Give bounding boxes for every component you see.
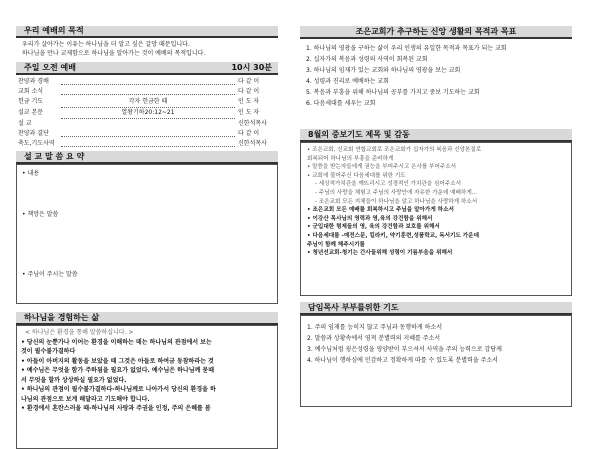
prayer-box bbox=[300, 142, 572, 296]
order-item: 교회 소식 bbox=[18, 88, 44, 95]
prayer-line: 주님이 함께 해주시기를 bbox=[307, 241, 365, 248]
prayer-line: • 다음세대를 -예전스문, 킬라키, 약기훈련,성품학교, 독서기도 가운데 bbox=[307, 232, 479, 239]
goal-item: 1. 하나님의 영광을 구하는 삶이 우리 인생의 유일한 목적과 목표가 되는 교회 bbox=[306, 45, 507, 52]
purpose-line: 하나님을 만나 교제함으로 하나님을 알아가는 것이 예배의 목적입니다. bbox=[22, 50, 206, 57]
worship-order bbox=[16, 75, 278, 149]
pastor-prayer-item: 2. 말씀과 상황속에서 영적 분별력의 지혜를 주소서 bbox=[307, 335, 441, 342]
sermon-title: 설 교 말 씀 요 약 bbox=[16, 151, 278, 164]
scripture-reference: 열왕기하20:12~21 bbox=[61, 108, 235, 119]
sermon-notes-box bbox=[16, 164, 278, 304]
order-leader: 다 같 이 bbox=[238, 130, 260, 137]
experience-title: 하나님을 경험하는 삶 bbox=[16, 312, 278, 325]
goal-item: 2. 십자가의 복음과 성령의 사역이 회복된 교회 bbox=[306, 56, 428, 63]
order-item: 설교 본문 bbox=[18, 109, 44, 116]
purpose-line: 우리가 살아가는 이유는 하나님을 더 알고 싶은 갈망 때문입니다. bbox=[22, 41, 190, 48]
order-row bbox=[16, 77, 278, 87]
experience-box bbox=[16, 325, 278, 449]
order-leader: 인 도 자 bbox=[238, 109, 260, 116]
worship-time: 10시 30분 bbox=[231, 63, 272, 72]
experience-line: • 하나님의 관점이 필수불가결하다-하나님께로 나아가서 당신의 환경을 하 bbox=[21, 386, 216, 393]
sermon-item: • 주님이 주시는 말씀 bbox=[22, 271, 78, 278]
sermon-section bbox=[16, 151, 278, 304]
prayer-line: • 조은교회, 신교회 연합교회로 조은교회가 십자가의 복음과 신앙본질로 bbox=[307, 147, 482, 153]
pastor-title: 담임목사 부부를위한 기도 bbox=[300, 302, 572, 315]
prayer-title: 8월의 중보기도 제목 및 감동 bbox=[300, 129, 572, 142]
prayer-line: - 세상적가치관을 깨뜨리시고 성경적인 가치관을 심어주소서 bbox=[315, 181, 461, 188]
worship-header bbox=[16, 62, 278, 75]
prayer-line: • 조은교회 모든 예배를 회복하시고 주님을 알아가게 하소서 bbox=[307, 207, 454, 214]
experience-line: 것이 필수불가결하다 bbox=[21, 348, 76, 355]
sermon-item: • 책망은 말씀 bbox=[22, 211, 59, 218]
order-row bbox=[16, 97, 278, 108]
pastor-prayer-box bbox=[300, 315, 572, 407]
order-item: 찬양과 경배 bbox=[18, 78, 49, 85]
goal-item: 4. 성령과 진리로 예배하는 교회 bbox=[306, 78, 389, 85]
prayer-line: • 군입대한 형제들의 영, 육의 강건함과 보호를 위해서 bbox=[307, 224, 440, 231]
order-leader: 다 같 이 bbox=[238, 88, 260, 95]
order-row bbox=[16, 139, 278, 149]
worship-title: 주일 오전 예배 bbox=[24, 63, 76, 72]
sermon-item: • 내용 bbox=[22, 170, 40, 177]
prayer-line: - 조은교회 모든 지체들이 하나님을 알고 하나님을 사랑하게 하소서 bbox=[315, 198, 478, 205]
goal-item: 3. 하나님의 임재가 있는 교회와 하나님의 영광을 보는 교회 bbox=[306, 67, 461, 74]
prayer-section bbox=[300, 129, 572, 296]
order-item: 설 교 bbox=[18, 120, 32, 127]
order-item: 축도,기도사역 bbox=[18, 140, 55, 147]
purpose-title: 우리 예배의 목적 bbox=[16, 26, 278, 38]
order-row bbox=[16, 119, 278, 129]
purpose-section bbox=[16, 26, 278, 58]
pastor-prayer-item: 4. 하나님이 행하심에 민감하고 정확하게 따를 수 있도록 분별력을 주소서 bbox=[307, 357, 498, 364]
experience-line: • 아들이 아버지의 활동을 보았을 때 그것은 아들로 하여금 동참하라는 것 bbox=[21, 357, 214, 365]
goal-item: 5. 복음과 부흥을 위해 하나님의 공부를 가지고 중보 기도하는 교회 bbox=[306, 89, 480, 96]
order-leader: 신한석목사 bbox=[238, 140, 267, 147]
pastor-prayer-item: 1. 주의 임재를 능히지 않고 주님과 동행하게 하소서 bbox=[307, 324, 442, 331]
order-leader: 다 같 이 bbox=[238, 78, 260, 85]
pastor-section bbox=[300, 302, 572, 407]
prayer-line: • 교회에 불어주신 다음세대를 위한 기도 bbox=[307, 172, 406, 179]
experience-line: 서 무엇을 할까 상상하실 필요가 없었다. bbox=[21, 376, 127, 384]
experience-line: • 예수님은 무엇을 함가 주하됨을 필요가 없었다. 예수님은 하나님께 묻때 bbox=[21, 367, 214, 374]
pastor-prayer-item: 3. 예수님처럼 굉은성령을 영양받이 부으셔서 사역을 주의 능력으로 감당케 bbox=[307, 346, 502, 353]
experience-line: • 당신의 눈뿐가나 이어는 환경을 이해하는 데는 하나님의 관점에서 보는 bbox=[21, 338, 212, 346]
prayer-line: - 주님의 사랑을 체험고 주님의 사랑안에 자유한 가운데 예배하게... bbox=[315, 189, 478, 196]
experience-section bbox=[16, 312, 278, 449]
left-column bbox=[16, 26, 278, 449]
order-leader: 인 도 자 bbox=[238, 98, 260, 105]
goal-item: 6. 다음세대를 세우는 교회 bbox=[306, 100, 376, 107]
prayer-line: • 이강산 목사님의 영력과 영,육의 강건함을 위해서 bbox=[307, 215, 433, 222]
order-item: 헌금 기도 bbox=[18, 98, 44, 105]
experience-subtitle: < 하나님은 환경을 통해 말씀하십니다. > bbox=[25, 329, 134, 336]
right-column bbox=[300, 26, 572, 407]
order-note: 각자 헌금한 때 bbox=[61, 97, 235, 108]
order-row bbox=[16, 87, 278, 97]
goals-title: 조은교회가 추구하는 신앙 생활의 목적과 목표 bbox=[300, 26, 572, 39]
goals-list bbox=[300, 39, 572, 113]
prayer-line: 회복되어 하나님의 부흥을 준비하게 bbox=[307, 155, 394, 162]
experience-line: • 환경에서 혼란스러울 때-하나님의 사랑과 주권을 인정, 주의 은혜를 봄 bbox=[21, 405, 211, 412]
order-item: 찬양과 결단 bbox=[18, 130, 49, 137]
worship-section bbox=[16, 62, 278, 149]
prayer-line: • 말씀을 받는자들에게 권능을 부어주시고 은사를 부어주소서 bbox=[307, 164, 457, 171]
order-row bbox=[16, 129, 278, 139]
order-leader: 신한석목사 bbox=[238, 120, 267, 127]
order-row bbox=[16, 108, 278, 119]
goals-section bbox=[300, 26, 572, 113]
experience-line: 나님의 관점으로 보게 해달라고 기도해야 합니다. bbox=[21, 395, 150, 403]
prayer-line: • 청년선교회-청기는 간사들위해 성령이 기름부음을 위해서 bbox=[307, 250, 453, 257]
